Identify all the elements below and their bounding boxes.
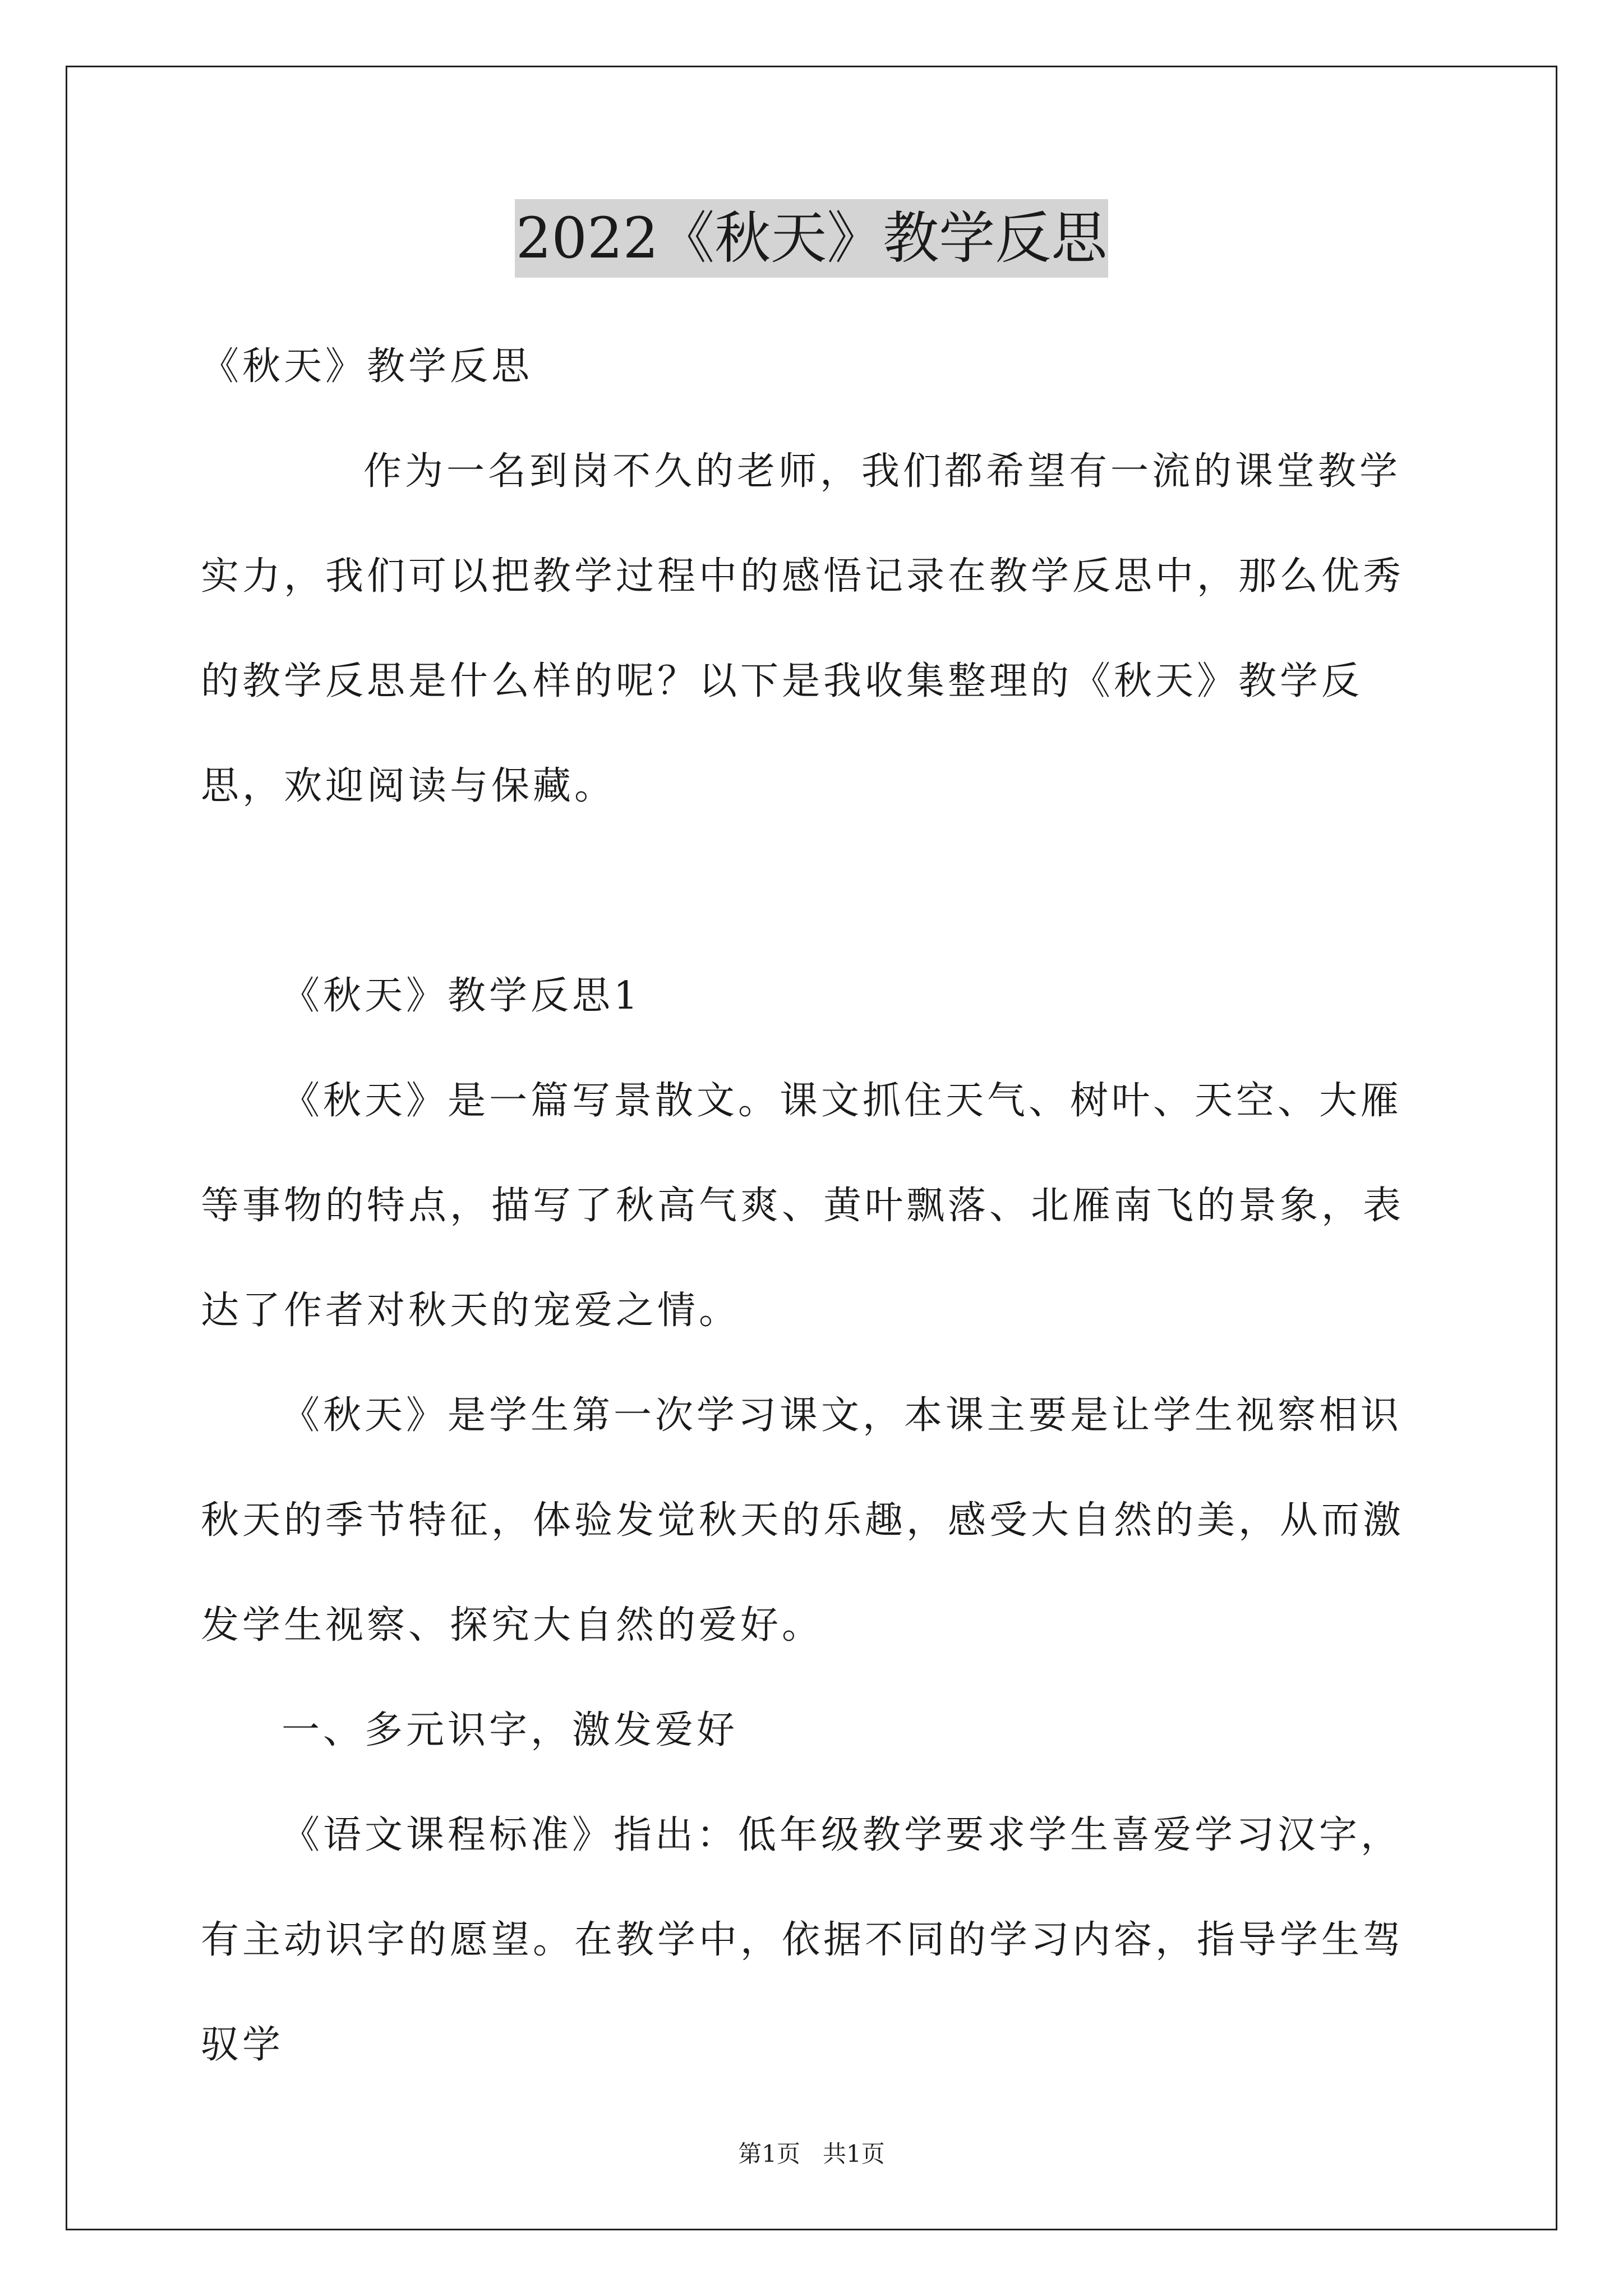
document-body — [201, 314, 1429, 2097]
intro-paragraph: 作为一名到岗不久的老师，我们都希望有一流的课堂教学实力，我们可以把教学过程中的感悟记录在教学反思中，那么优秀的教学反思是什么样的呢？以下是我收集整理的《秋天》教学反思，欢迎阅读与保藏。 — [201, 449, 1405, 808]
body-paragraph-1: 《秋天》是一篇写景散文。课文抓住天气、树叶、天空、大雁等事物的特点，描写了秋高气爽、黄叶飘落、北雁南飞的景象，表达了作者对秋天的宠爱之情。 — [201, 1079, 1405, 1333]
document-title: 2022《秋天》教学反思 — [515, 199, 1109, 278]
subheading-1: 一、多元识字，激发爱好 — [282, 1708, 739, 1752]
body-paragraph-2: 《秋天》是学生第一次学习课文，本课主要是让学生视察相识秋天的季节特征，体验发觉秋天的乐趣，感受大自然的美，从而激发学生视察、探究大自然的爱好。 — [201, 1393, 1405, 1648]
paragraph-gap — [201, 839, 1429, 944]
body-paragraph-3: 《语文课程标准》指出：低年级教学要求学生喜爱学习汉字，有主动识字的愿望。在教学中，依据不同的学习内容，指导学生驾驭学 — [201, 1813, 1405, 2067]
section-heading: 《秋天》教学反思1 — [282, 974, 642, 1018]
page-footer: 第1页 共1页 — [738, 2140, 885, 2168]
document-subtitle: 《秋天》教学反思 — [201, 344, 533, 389]
title-container — [0, 199, 1623, 278]
